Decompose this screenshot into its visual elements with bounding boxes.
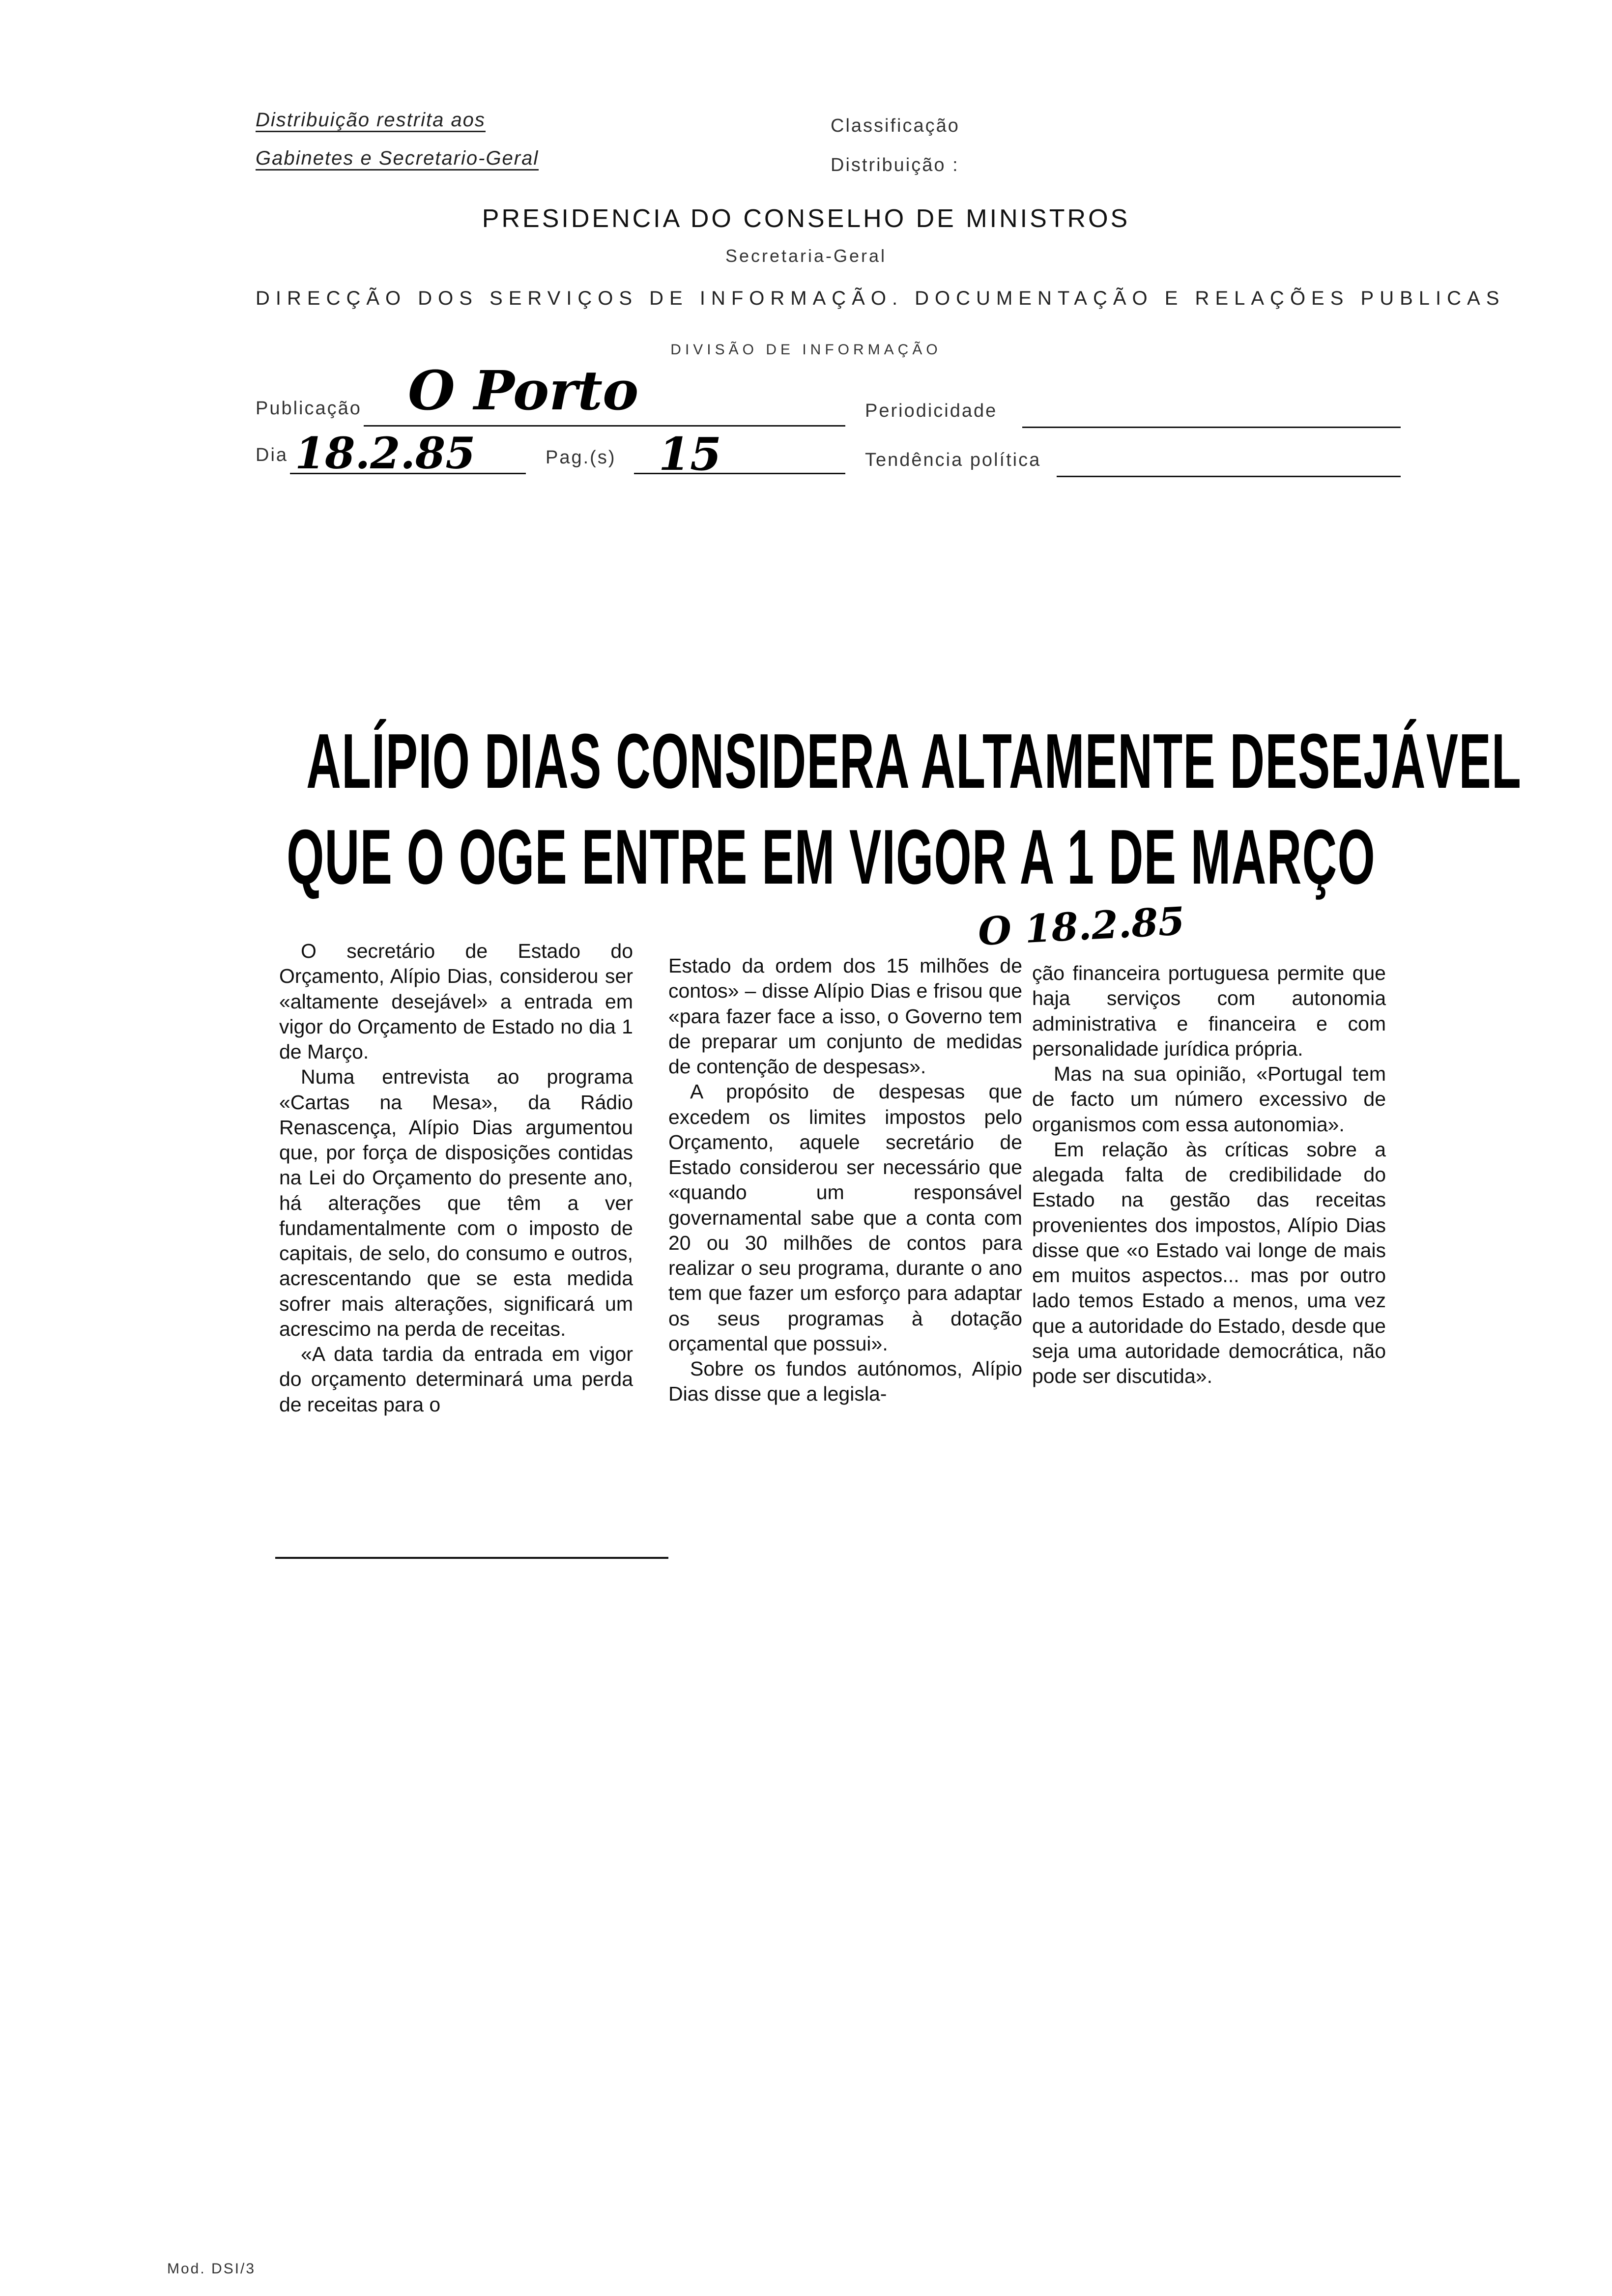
distribution-label: Distribuição : xyxy=(831,155,959,175)
col1-paragraph: Numa entrevista ao programa «Cartas na Mesa», da Rádio Renascença, Alípio Dias argumentou que, por força de disposições contidas na Lei do Orçamento do presente ano, há alterações que têm a ver fundamentalmente com o imposto de capitais, de selo, do consumo e outros, acrescentando que se esta medida sofrer mais alterações, significará um acrescimo na perda de receitas. xyxy=(279,1065,633,1340)
tendency-label: Tendência política xyxy=(865,450,1041,470)
col3-paragraph: Em relação às críticas sobre a alegada falta de credibilidade do Estado na gestão das receitas provenientes dos impostos, Alípio Dias disse que «o Estado vai longe de mais em muitos aspectos... mas por outro lado temos Estado a menos, uma vez que a autoridade do Estado, desde que seja uma autoridade democrática, não pode ser discutida». xyxy=(1032,1138,1386,1387)
day-label: Dia xyxy=(256,445,288,465)
article-column-2 xyxy=(668,953,1022,1407)
division-name: DIVISÃO DE INFORMAÇÃO xyxy=(670,342,942,358)
headline-line-2-wrap xyxy=(0,814,1592,900)
headline-line-1-wrap xyxy=(0,718,1612,804)
col2-paragraph: Sobre os fundos autónomos, Alípio Dias disse que a legisla- xyxy=(668,1357,1022,1406)
col3-paragraph: ção financeira portuguesa permite que haja serviços com autonomia administrativa e financeira e com personalidade jurídica própria. xyxy=(1032,962,1386,1060)
publication-value: O Porto xyxy=(408,359,639,422)
publication-label: Publicação xyxy=(256,398,362,419)
pages-line xyxy=(634,473,845,474)
col3-paragraph: Mas na sua opinião, «Portugal tem de facto um número excessivo de organismos com essa autonomia». xyxy=(1032,1062,1386,1136)
publication-line xyxy=(364,425,845,427)
distribution-line-2: Gabinetes e Secretario-Geral xyxy=(256,147,539,170)
classification-label: Classificação xyxy=(831,115,960,136)
periodicity-line xyxy=(1022,427,1401,428)
day-line xyxy=(290,473,526,474)
department-name: DIRECÇÃO DOS SERVIÇOS DE INFORMAÇÃO. DOCUMENTAÇÃO E RELAÇÕES PUBLICAS xyxy=(256,287,1505,309)
form-code: Mod. DSI/3 xyxy=(167,2261,256,2277)
article-column-1 xyxy=(279,939,633,1417)
periodicity-label: Periodicidade xyxy=(865,401,998,421)
headline-line-2: QUE O OGE ENTRE EM VIGOR A 1 DE MARÇO xyxy=(287,814,1376,900)
org-title: PRESIDENCIA DO CONSELHO DE MINISTROS xyxy=(482,204,1130,233)
tendency-line xyxy=(1057,476,1401,477)
col1-paragraph: O secretário de Estado do Orçamento, Alípio Dias, considerou ser «altamente desejável» a entrada em vigor do Orçamento de Estado no dia 1 de Março. xyxy=(279,940,633,1063)
handwritten-date: O 18.2.85 xyxy=(977,899,1186,954)
day-value: 18.2.85 xyxy=(295,428,476,479)
article-end-rule xyxy=(275,1557,668,1559)
headline-line-1: ALÍPIO DIAS CONSIDERA ALTAMENTE DESEJÁVEL xyxy=(306,718,1522,804)
article-column-3 xyxy=(1032,961,1386,1389)
pages-label: Pag.(s) xyxy=(546,447,616,468)
distribution-line-1: Distribuição restrita aos xyxy=(256,109,486,131)
col2-paragraph: Estado da ordem dos 15 milhões de contos» – disse Alípio Dias e frisou que «para fazer face a isso, o Governo tem de preparar um conjunto de medidas de contenção de despesas». xyxy=(668,954,1022,1078)
org-subtitle: Secretaria-Geral xyxy=(725,246,887,266)
pages-value: 15 xyxy=(659,428,722,481)
col1-paragraph: «A data tardia da entrada em vigor do orçamento determinará uma perda de receitas para o xyxy=(279,1343,633,1416)
col2-paragraph: A propósito de despesas que excedem os limites impostos pelo Orçamento, aquele secretário de Estado considerou ser necessário que «quando um responsável governamental sabe que a conta com 20 ou 30 milhões de contos para realizar o seu programa, durante o ano tem que fazer um esforço para adaptar os seus programas à dotação orçamental que possui». xyxy=(668,1080,1022,1355)
